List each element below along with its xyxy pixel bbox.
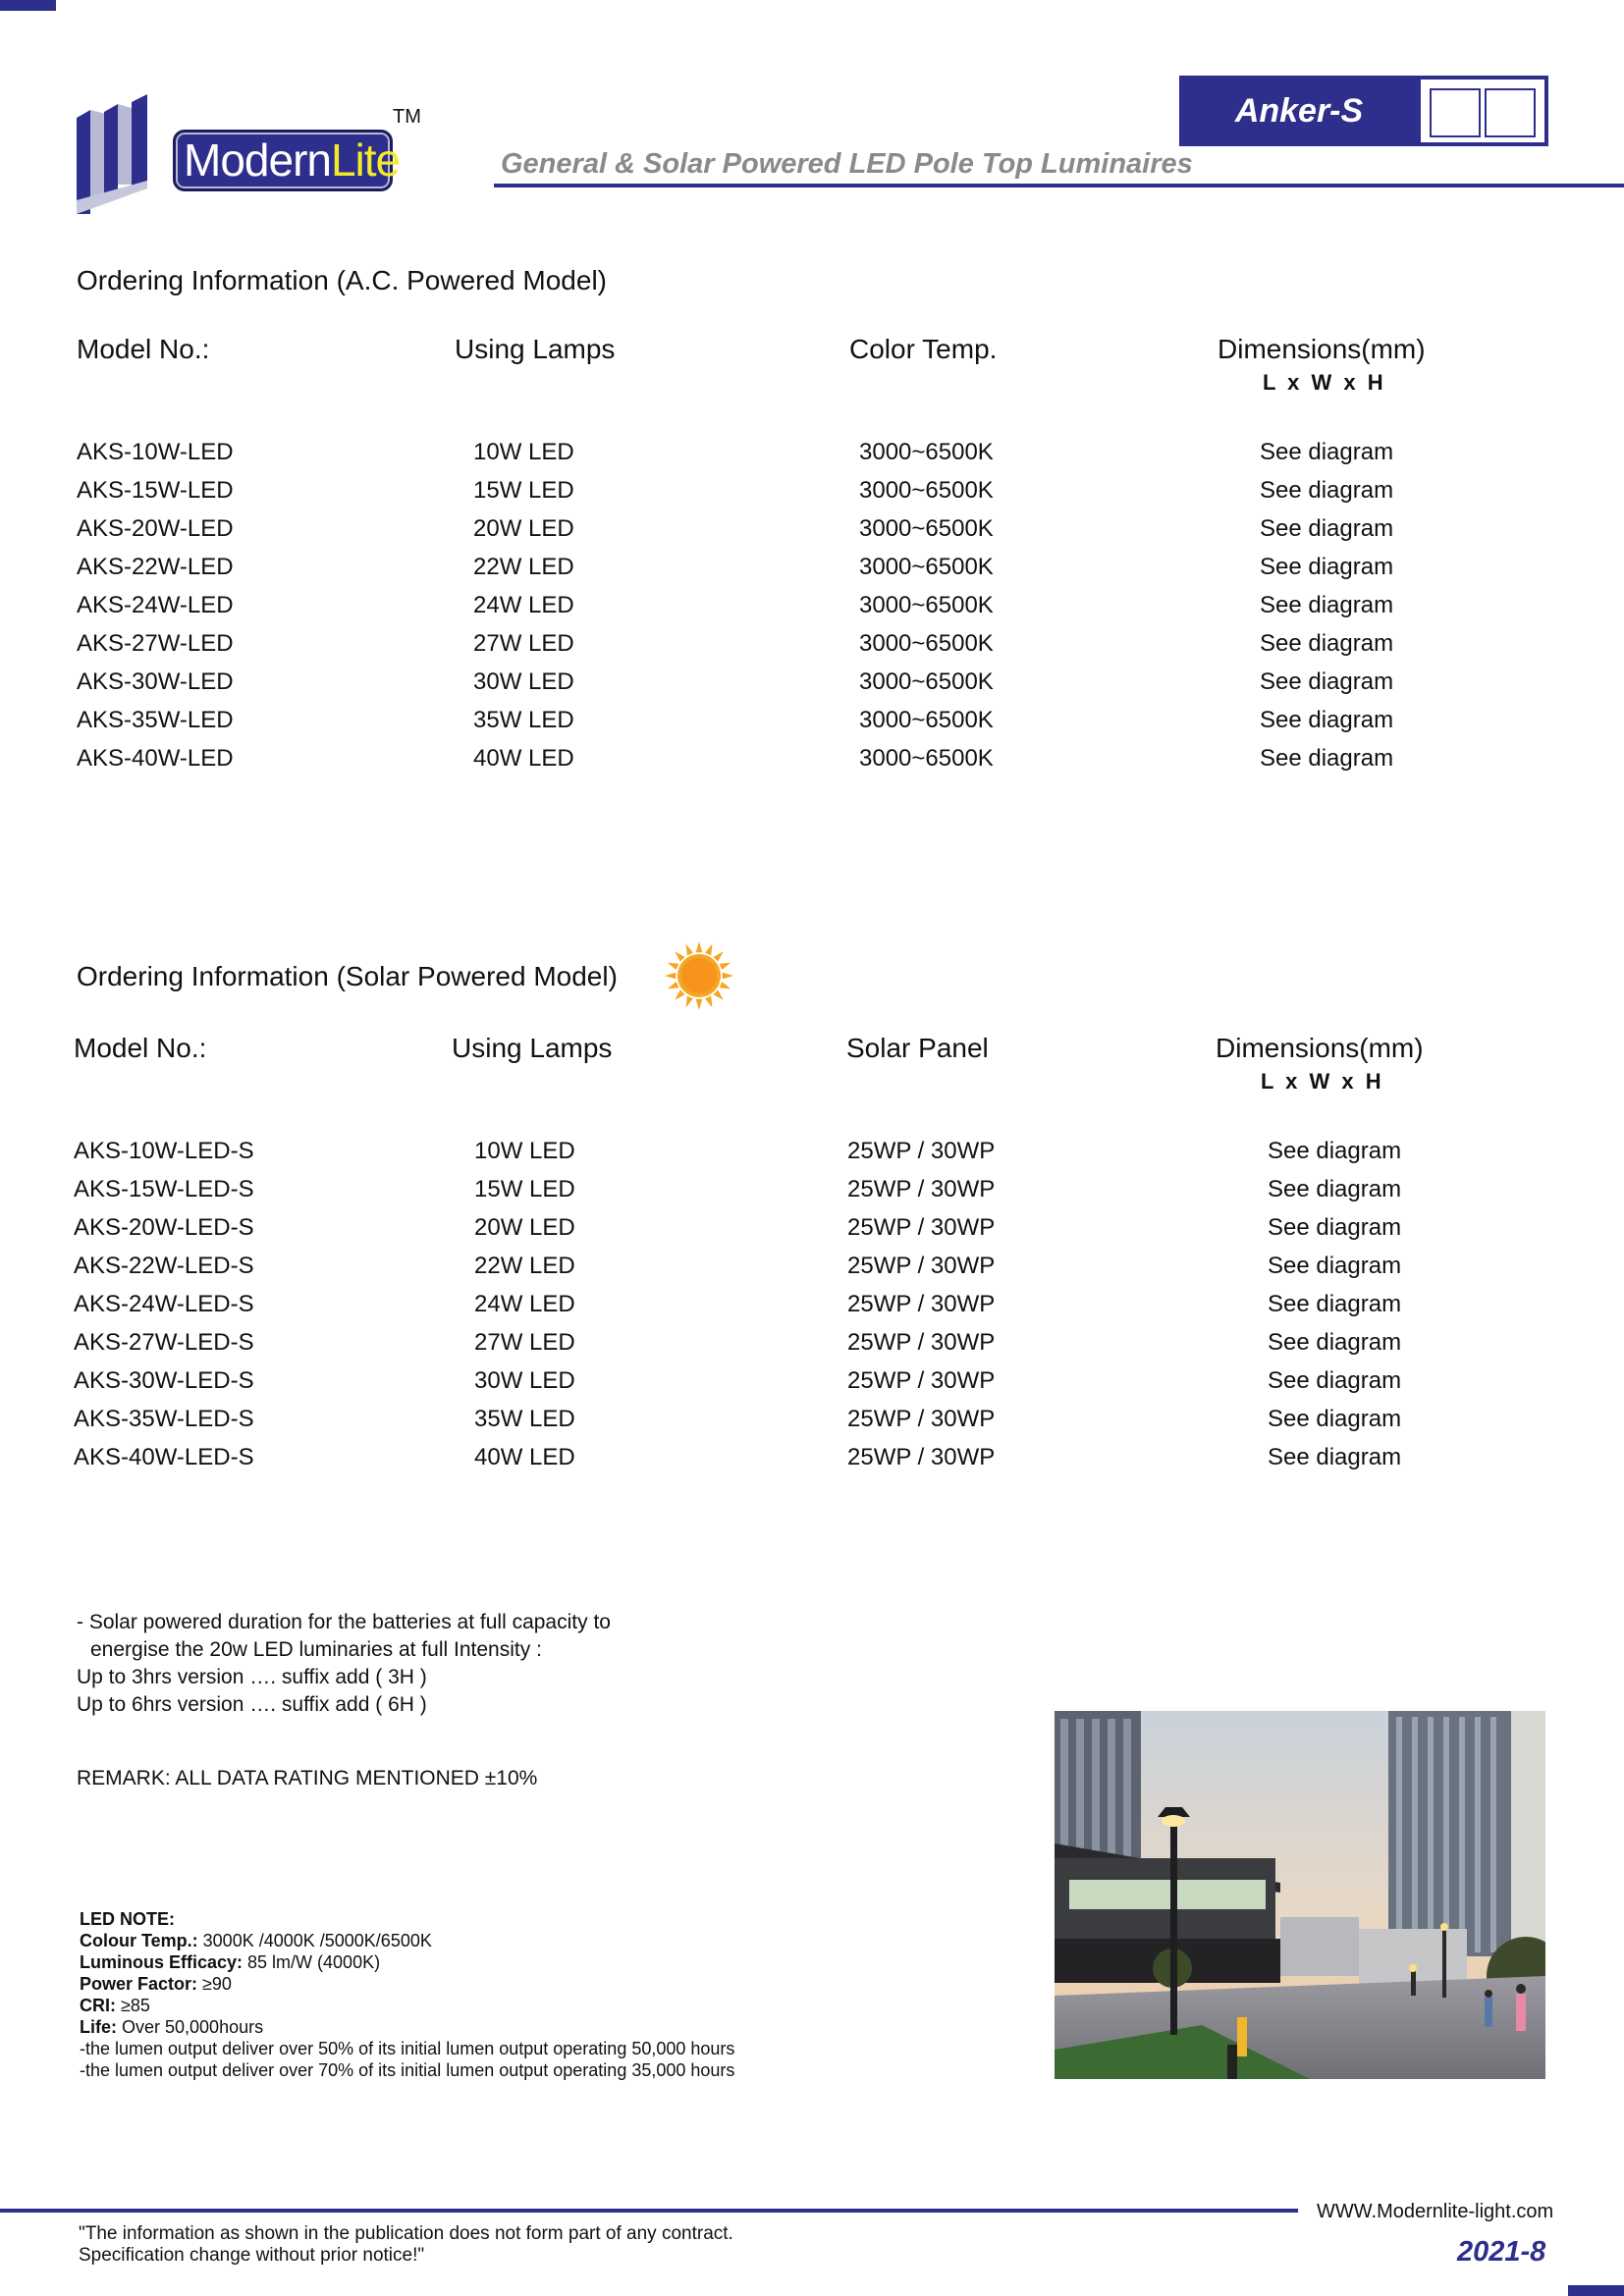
solar-cell-third: 25WP / 30WP: [847, 1329, 996, 1356]
logo-trademark: TM: [393, 106, 421, 128]
ac-cell-dimension: See diagram: [1260, 477, 1394, 504]
logo-word-lite: Lite: [330, 134, 401, 186]
solar-cell-lamp: 30W LED: [474, 1367, 575, 1394]
solar-cell-dimension: See diagram: [1268, 1291, 1402, 1317]
ac-cell-model: AKS-22W-LED: [77, 554, 234, 580]
note-line: energise the 20w LED luminaries at full Intensity :: [90, 1638, 542, 1661]
ac-cell-lamp: 24W LED: [473, 592, 574, 618]
ac-dimensions-sub: L x W x H: [1263, 370, 1386, 395]
solar-cell-model: AKS-24W-LED-S: [74, 1291, 254, 1317]
led-note-item: Power Factor: ≥90: [80, 1974, 232, 1994]
solar-duration-notes: [77, 1609, 611, 1719]
solar-cell-dimension: See diagram: [1268, 1138, 1402, 1164]
badge-square: [1485, 88, 1536, 137]
footer-disclaimer: [79, 2223, 733, 2267]
solar-cell-third: 25WP / 30WP: [847, 1138, 996, 1164]
ac-cell-model: AKS-27W-LED: [77, 630, 234, 657]
model-badge: [1179, 76, 1548, 146]
led-note-item: Life: Over 50,000hours: [80, 2017, 264, 2037]
led-note-title: LED NOTE:: [80, 1909, 175, 1929]
logo-word-modern: Modern: [184, 134, 331, 186]
solar-cell-model: AKS-30W-LED-S: [74, 1367, 254, 1394]
ac-cell-third: 3000~6500K: [859, 592, 994, 618]
corner-accent-top: [0, 0, 56, 11]
solar-cell-lamp: 27W LED: [474, 1329, 575, 1356]
solar-header-panel: Solar Panel: [846, 1033, 989, 1063]
solar-section-title: Ordering Information (Solar Powered Model): [77, 961, 618, 991]
disclaimer-line: "The information as shown in the publication does not form part of any contract.: [79, 2223, 733, 2244]
ac-cell-third: 3000~6500K: [859, 630, 994, 657]
solar-cell-lamp: 10W LED: [474, 1138, 575, 1164]
solar-cell-third: 25WP / 30WP: [847, 1291, 996, 1317]
ac-cell-third: 3000~6500K: [859, 515, 994, 542]
note-line: - Solar powered duration for the batteries at full capacity to: [77, 1611, 611, 1633]
solar-cell-lamp: 35W LED: [474, 1406, 575, 1432]
ac-cell-dimension: See diagram: [1260, 630, 1394, 657]
solar-cell-model: AKS-40W-LED-S: [74, 1444, 254, 1470]
solar-dimensions-sub: L x W x H: [1261, 1069, 1384, 1094]
solar-cell-third: 25WP / 30WP: [847, 1214, 996, 1241]
solar-cell-third: 25WP / 30WP: [847, 1367, 996, 1394]
led-note: [80, 1908, 734, 2081]
ac-cell-model: AKS-20W-LED: [77, 515, 234, 542]
ac-cell-model: AKS-24W-LED: [77, 592, 234, 618]
led-note-item: Colour Temp.: 3000K /4000K /5000K/6500K: [80, 1931, 432, 1950]
solar-cell-lamp: 24W LED: [474, 1291, 575, 1317]
solar-cell-dimension: See diagram: [1268, 1253, 1402, 1279]
ac-cell-model: AKS-15W-LED: [77, 477, 234, 504]
ac-cell-third: 3000~6500K: [859, 745, 994, 772]
ac-cell-dimension: See diagram: [1260, 745, 1394, 772]
badge-square: [1430, 88, 1481, 137]
solar-cell-third: 25WP / 30WP: [847, 1444, 996, 1470]
ac-cell-dimension: See diagram: [1260, 554, 1394, 580]
ac-cell-lamp: 30W LED: [473, 668, 574, 695]
ac-header-model: Model No.:: [77, 334, 210, 364]
ac-cell-lamp: 35W LED: [473, 707, 574, 733]
led-note-line: -the lumen output deliver over 70% of its initial lumen output operating 35,000 hours: [80, 2060, 735, 2080]
publication-date: 2021-8: [1457, 2236, 1546, 2268]
solar-header-model: Model No.:: [74, 1033, 207, 1063]
ac-section-title: Ordering Information (A.C. Powered Model): [77, 265, 607, 295]
ac-cell-third: 3000~6500K: [859, 668, 994, 695]
solar-header-dimensions: Dimensions(mm): [1216, 1033, 1424, 1063]
solar-cell-dimension: See diagram: [1268, 1444, 1402, 1470]
ac-header-lamps: Using Lamps: [455, 334, 616, 364]
ac-cell-model: AKS-10W-LED: [77, 439, 234, 465]
ac-cell-third: 3000~6500K: [859, 439, 994, 465]
footer-website: WWW.Modernlite-light.com: [1317, 2201, 1554, 2222]
corner-accent-bottom: [1568, 2285, 1624, 2296]
tagline: General & Solar Powered LED Pole Top Luminaires: [501, 148, 1193, 180]
ac-cell-dimension: See diagram: [1260, 668, 1394, 695]
ac-cell-lamp: 15W LED: [473, 477, 574, 504]
logo-wordmark: [173, 130, 401, 191]
ac-cell-model: AKS-40W-LED: [77, 745, 234, 772]
installation-photo: [1055, 1711, 1545, 2079]
ac-cell-third: 3000~6500K: [859, 554, 994, 580]
ac-cell-model: AKS-30W-LED: [77, 668, 234, 695]
modernlite-logo: [77, 94, 420, 222]
ac-cell-third: 3000~6500K: [859, 477, 994, 504]
solar-cell-lamp: 22W LED: [474, 1253, 575, 1279]
ac-cell-lamp: 40W LED: [473, 745, 574, 772]
solar-cell-lamp: 15W LED: [474, 1176, 575, 1202]
ac-cell-lamp: 22W LED: [473, 554, 574, 580]
solar-cell-third: 25WP / 30WP: [847, 1176, 996, 1202]
badge-squares: [1419, 78, 1546, 144]
solar-header-lamps: Using Lamps: [452, 1033, 613, 1063]
header-rule: [494, 184, 1624, 187]
remark: REMARK: ALL DATA RATING MENTIONED ±10%: [77, 1767, 538, 1789]
solar-cell-model: AKS-22W-LED-S: [74, 1253, 254, 1279]
ac-header-colortemp: Color Temp.: [849, 334, 998, 364]
solar-cell-dimension: See diagram: [1268, 1406, 1402, 1432]
ac-cell-lamp: 10W LED: [473, 439, 574, 465]
solar-cell-lamp: 40W LED: [474, 1444, 575, 1470]
solar-cell-lamp: 20W LED: [474, 1214, 575, 1241]
ac-cell-dimension: See diagram: [1260, 515, 1394, 542]
ac-cell-third: 3000~6500K: [859, 707, 994, 733]
ac-cell-dimension: See diagram: [1260, 707, 1394, 733]
disclaimer-line: Specification change without prior notice!": [79, 2245, 425, 2266]
footer-rule: [0, 2209, 1298, 2213]
solar-cell-dimension: See diagram: [1268, 1329, 1402, 1356]
led-note-item: CRI: ≥85: [80, 1996, 150, 2015]
solar-cell-dimension: See diagram: [1268, 1214, 1402, 1241]
solar-cell-model: AKS-20W-LED-S: [74, 1214, 254, 1241]
ac-cell-model: AKS-35W-LED: [77, 707, 234, 733]
note-line: Up to 3hrs version …. suffix add ( 3H ): [77, 1666, 427, 1688]
solar-cell-dimension: See diagram: [1268, 1367, 1402, 1394]
led-note-item: Luminous Efficacy: 85 lm/W (4000K): [80, 1952, 381, 1972]
solar-cell-third: 25WP / 30WP: [847, 1406, 996, 1432]
solar-cell-model: AKS-27W-LED-S: [74, 1329, 254, 1356]
solar-cell-dimension: See diagram: [1268, 1176, 1402, 1202]
ac-cell-lamp: 27W LED: [473, 630, 574, 657]
ac-cell-lamp: 20W LED: [473, 515, 574, 542]
sun-icon: [664, 940, 734, 1011]
solar-cell-model: AKS-15W-LED-S: [74, 1176, 254, 1202]
led-note-line: -the lumen output deliver over 50% of its initial lumen output operating 50,000 hours: [80, 2039, 735, 2058]
ac-cell-dimension: See diagram: [1260, 439, 1394, 465]
solar-cell-third: 25WP / 30WP: [847, 1253, 996, 1279]
ac-header-dimensions: Dimensions(mm): [1218, 334, 1426, 364]
logo-mark-icon: [77, 94, 175, 217]
model-name: Anker-S: [1234, 92, 1364, 130]
solar-cell-model: AKS-35W-LED-S: [74, 1406, 254, 1432]
solar-cell-model: AKS-10W-LED-S: [74, 1138, 254, 1164]
note-line: Up to 6hrs version …. suffix add ( 6H ): [77, 1693, 427, 1716]
ac-cell-dimension: See diagram: [1260, 592, 1394, 618]
